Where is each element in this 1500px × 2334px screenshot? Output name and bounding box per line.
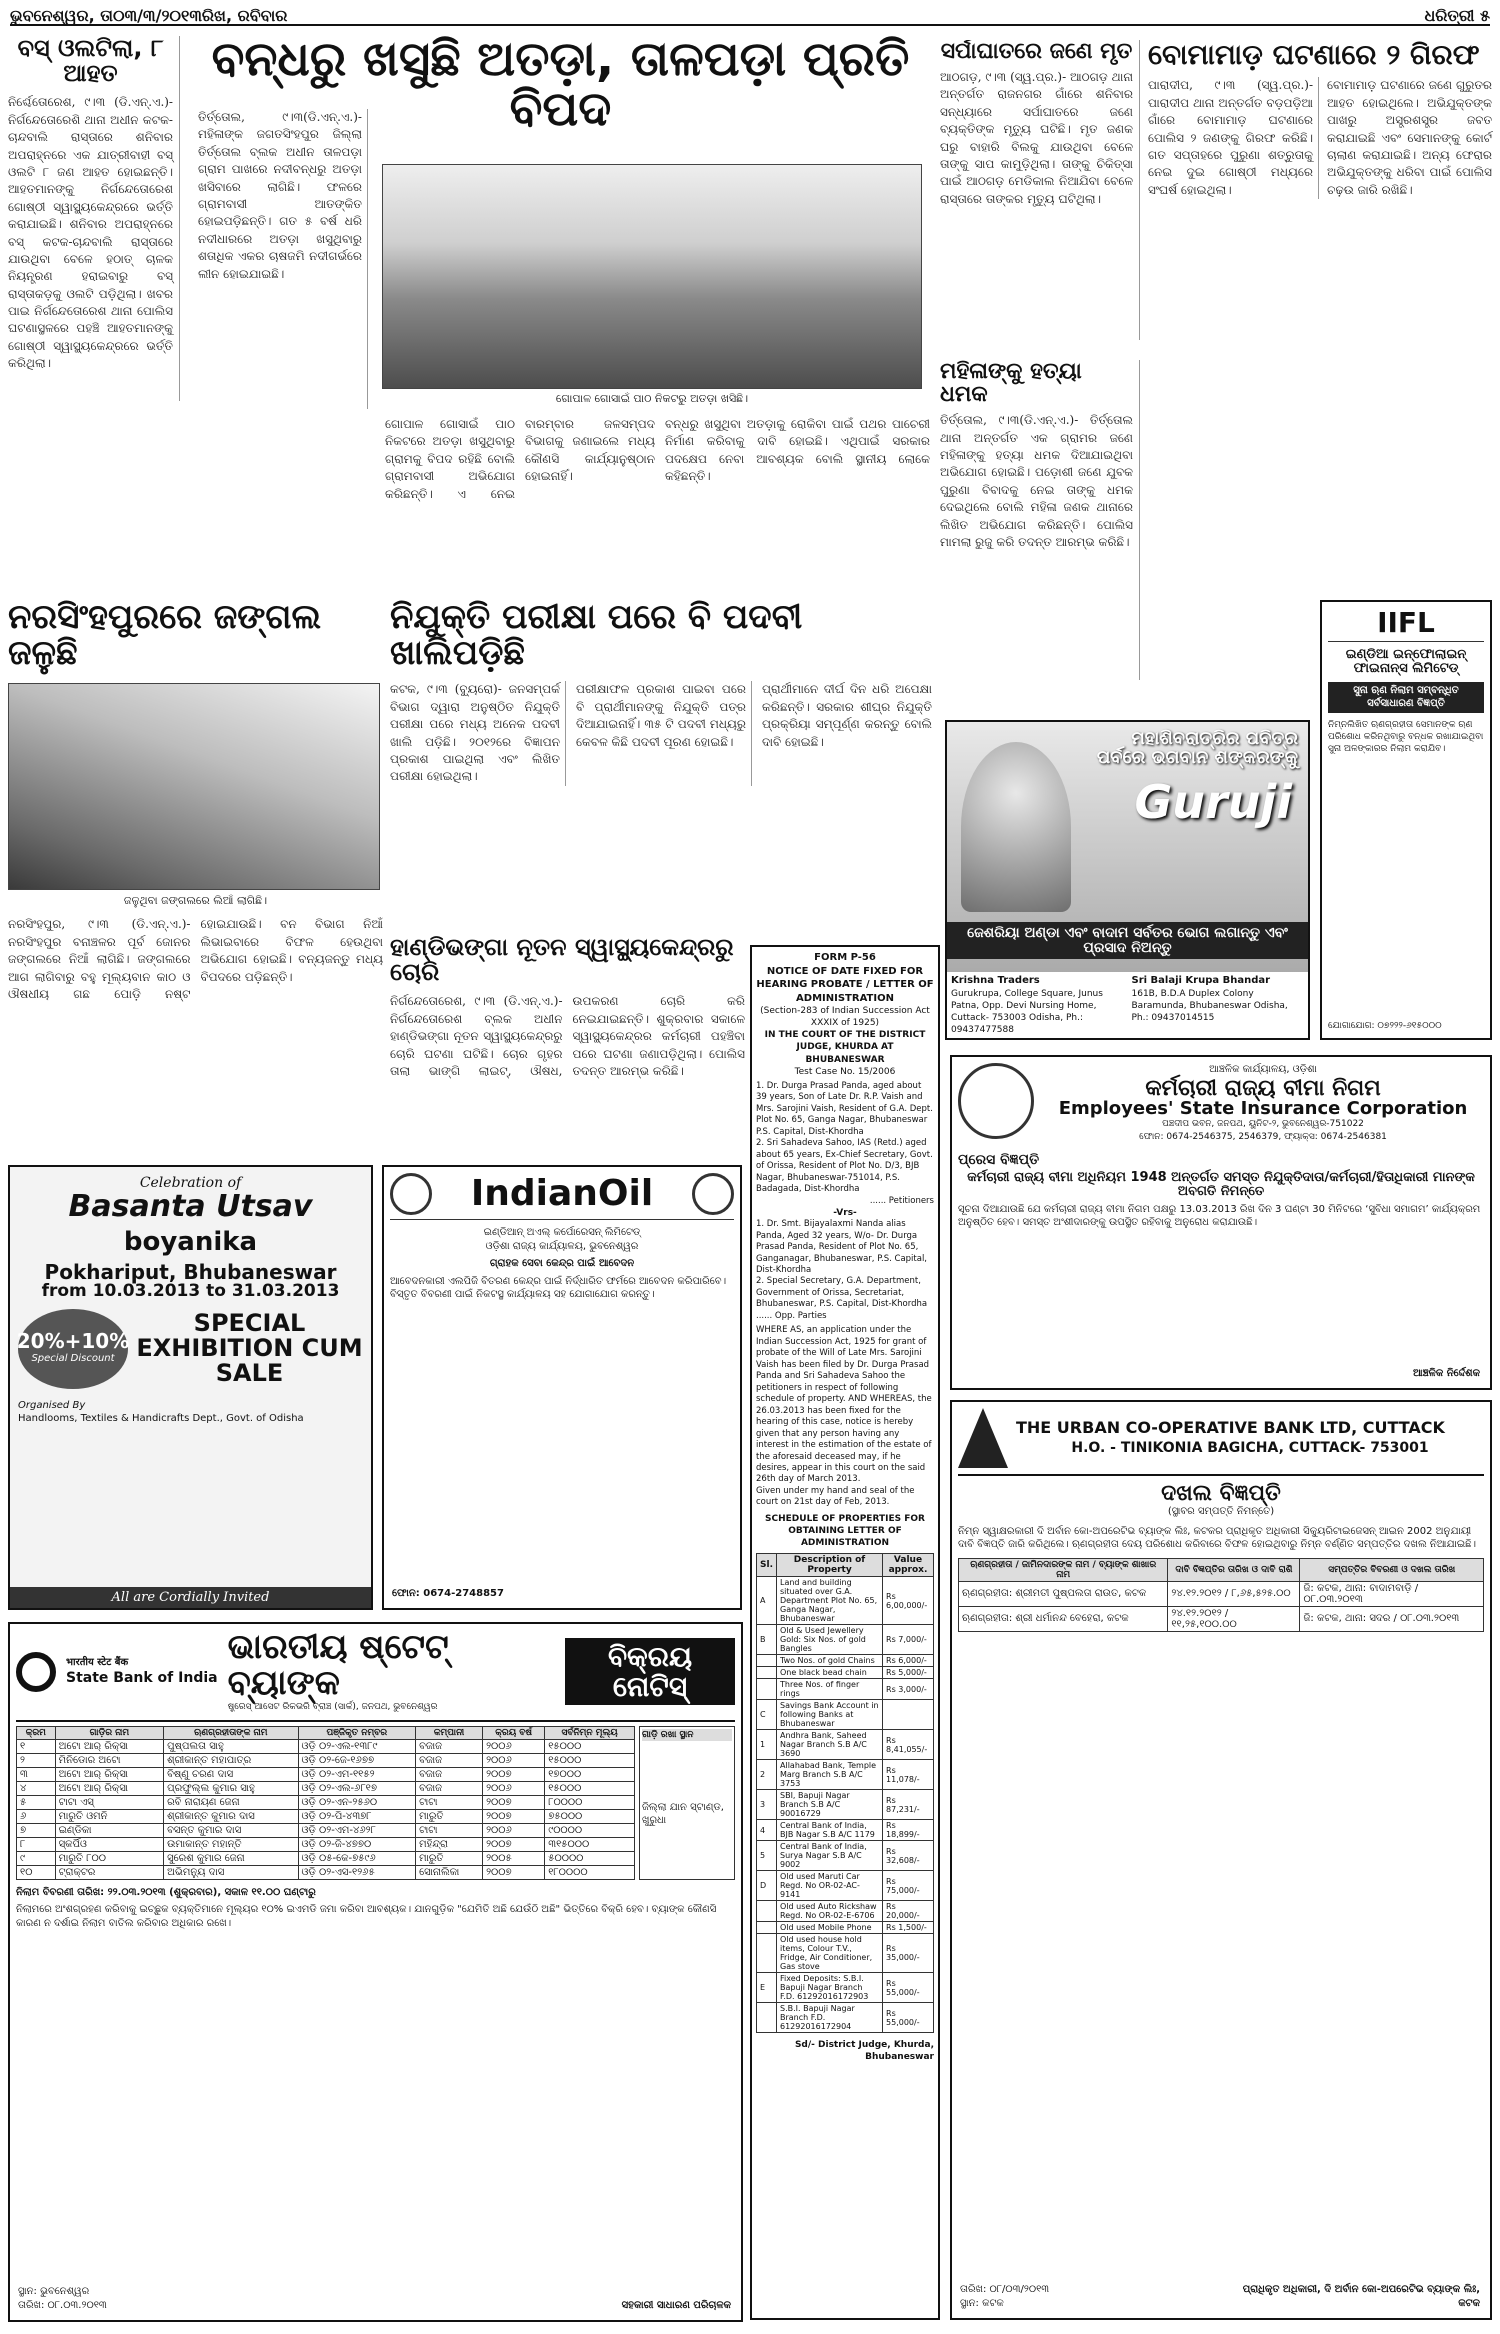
sbi-logo-english: State Bank of India [66,1670,218,1687]
sbi-date: ତାରିଖ: ୦୮.୦୩.୨୦୧୩ [18,2299,107,2311]
story-lead [188,34,933,414]
basanta-title: Basanta Utsav [68,1189,313,1224]
basanta-celebration: Celebration of [139,1175,242,1191]
sbi-table-cell: ସୁରେଶ କୁମାର ଜେନା [164,1851,298,1865]
iifl-subtitle: ସୁନା ଋଣ ନିଲାମ ସମ୍ବନ୍ଧିତ ସର୍ବସାଧାରଣ ବିଜ୍ଞପ୍ତି [1328,682,1484,713]
court-schedule-cell: Rs 20,000/- [883,1901,934,1922]
sbi-table-cell: ମାରୁତି [416,1851,483,1865]
body-bomb-1: ପାରାଦୀପ, ୯।୩ (ସ୍ୱ.ପ୍ର.)- ପାରାଦୀପ ଥାନା ଅନ୍ତର୍ଗତ ବଡ଼ପଡ଼ିଆ ଗାଁରେ ବୋମାମାଡ଼ ଘଟଣାରେ ପୋଲିସ ୨ ଜଣଙ୍କୁ ଗିରଫ କରିଛି। ଗତ ସପ୍ତାହରେ ପୁରୁଣା ଶତ୍ରୁତାକୁ ନେଇ ଦୁଇ ଗୋଷ୍ଠୀ ମଧ୍ୟରେ ସଂଘର୍ଷ ହୋଇଥିଲା। [1148,77,1319,199]
sbi-table-row [17,1781,635,1795]
court-schedule-row [757,1730,934,1760]
caption-riverbank: ଗୋପାଳ ଗୋସାଇଁ ପାଠ ନିକଟରୁ ଅତଡ଼ା ଖସିଛି। [555,392,749,405]
sbi-table-cell: ୩୧୫୦୦୦ [545,1837,635,1851]
headline-bus: ବସ୍ ଓଲଟିଲା, ୮ ଆହତ [17,36,164,88]
court-schedule-cell: 2 [757,1760,777,1790]
sbi-table-cell: ଓଡ଼ି ୦୨-ଏମ-୧୧୫୨ [298,1767,416,1781]
story-snake [940,40,1140,340]
court-petitioner-1: 1. Dr. Durga Prasad Panda, aged about 39 years, Son of Late Dr. R.P. Vaish and Mrs. Sarojini Vaish, Resident of G.A. Dept. Plot No. 65, Ganga Nagar, Bhubaneswar P.S. Capital, Dist-Khordha [756,1080,933,1137]
shop-balaji: Sri Balaji Krupa Bhandar [1131,975,1271,986]
story-exam [390,600,935,900]
sbi-table-cell: ୮୦୦୦୦ [545,1795,635,1809]
sbi-table-cell: ୭ [17,1823,56,1837]
sbi-auction: ନିଲାମ ବିବରଣୀ ତାରିଖ: ୨୨.୦୩.୨୦୧୩ (ଶୁକ୍ରବାର), ସକାଳ ୧୧.୦୦ ଘଣ୍ଟାରୁ [16,1886,316,1898]
sbi-sign: ସହକାରୀ ସାଧାରଣ ପରିଚାଳକ [621,2299,731,2311]
photo-forest [8,683,380,890]
sbi-table-cell: ଓଡ଼ି ୦୨-ଏଲ-୬୮୧୭ [298,1781,416,1795]
court-schedule-cell: 1 [757,1730,777,1760]
sbi-table-cell: ବଜାଜ [416,1739,483,1753]
court-schedule-cell: Rs 5,000/- [883,1667,934,1679]
sbi-table-cell: ଉମାକାନ୍ତ ମହାନ୍ତି [164,1837,298,1851]
court-schedule-cell: Savings Bank Account in following Banks at Bhubaneswar [777,1700,883,1730]
basanta-headline: SPECIAL EXHIBITION CUM SALE [136,1308,363,1388]
court-schedule-cell: Rs 3,000/- [883,1679,934,1700]
esic-phone: ଫୋନ: 0674-2546375, 2546379, ଫ୍ୟାକ୍ସ: 0674-2546381 [1139,1131,1387,1142]
sbi-table-cell: ୨୦୦୭ [483,1809,545,1823]
sbi-table-cell: ୩ [17,1767,56,1781]
caption-forest: ଜଳୁଥିବା ଜଙ୍ଗଲରେ ଲିଆଁ ଲାଗିଛି। [123,894,268,908]
sbi-table-row [17,1795,635,1809]
discount-note: Special Discount [31,1353,115,1365]
court-schedule-cell: Andhra Bank, Saheed Nagar Branch S.B A/C 3690 [777,1730,883,1760]
court-schedule-cell: 5 [757,1841,777,1871]
basanta-brand: boyanika [123,1226,258,1257]
body-woman: ତିର୍ତ୍ତୋଲ, ୯।୩(ଡି.ଏନ୍.ଏ.)- ତିର୍ତ୍ତୋଲ ଥାନା ଅନ୍ତର୍ଗତ ଏକ ଗ୍ରାମର ଜଣେ ମହିଳାଙ୍କୁ ହତ୍ୟା ଧମକ ଦିଆଯାଇଥିବା ଅଭିଯୋଗ ହୋଇଛି। ପଡ଼ୋଶୀ ଜଣେ ଯୁବକ ପୁରୁଣା ବିବାଦକୁ ନେଇ ତାଙ୍କୁ ଧମକ ଦେଇଥିଲେ ବୋଲି ମହିଳା ଜଣକ ଥାନାରେ ଲିଖିତ ଅଭିଯୋଗ କରିଛନ୍ତି। ପୋଲିସ ମାମଲା ରୁଜୁ କରି ତଦନ୍ତ ଆରମ୍ଭ କରିଛି। [940,413,1133,549]
sbi-table-cell: ଇଣ୍ଡିକା [55,1823,164,1837]
indianoil-sub2: ଓଡ଼ିଶା ରାଜ୍ୟ କାର୍ଯ୍ୟାଳୟ, ଭୁବନେଶ୍ୱର [485,1240,639,1252]
sbi-table-cell: ଟ୍ରାକ୍ଟର [55,1865,164,1879]
indianoil-logo-left [390,1173,432,1215]
sbi-table-cell: ଅଟୋ ଆର୍ ରିକ୍ସା [55,1739,164,1753]
indianoil-brand: IndianOil [470,1173,654,1215]
esic-address: ପଞ୍ଚଦୀପ ଭବନ, ଜନପଥ, ୟୁନିଟ-୨, ଭୁବନେଶ୍ୱର-751022 [1162,1119,1364,1130]
headline-forest: ନରସିଂହପୁରରେ ଜଙ୍ଗଲ ଜଳୁଛି [8,600,322,673]
court-schedule-cell: C [757,1700,777,1730]
body-lead-1: ତିର୍ତ୍ତୋଲ, ୯।୩(ଡି.ଏନ୍.ଏ.)- ମହିଳାଙ୍କ ଜଗତସିଂହପୁର ଜିଲ୍ଲା ତିର୍ତ୍ତୋଲ ବ୍ଲକ ଅଧୀନ ତାଳପଡ଼ା ଗ୍ରାମ ପାଖରେ ନଦୀବନ୍ଧରୁ ଅତଡ଼ା ଖସିବାରେ ଲାଗିଛି। ଫଳରେ ଗ୍ରାମବାସୀ ଆତଙ୍କିତ ହୋଇପଡ଼ିଛନ୍ତି। ଗତ ୫ ବର୍ଷ ଧରି ନଦୀଧାରରେ ଅତଡ଼ା ଖସୁଥିବାରୁ ଶତାଧିକ ଏକର ଚାଷଜମି ନଦୀଗର୍ଭରେ ଲୀନ ହୋଇଯାଇଛି। [198,109,368,409]
sbi-table-cell: ଓଡ଼ି ୦୫-କେ-୭୫୯୬ [298,1851,416,1865]
sbi-table-cell: ୨ [17,1753,56,1767]
court-schedule-header: Sl. [757,1554,777,1577]
urban-table-header: ଋଣଗ୍ରହୀତା / ଜାମିନଦାରଙ୍କ ନାମ / ବ୍ୟାଙ୍କ ଶାଖାର ନାମ [959,1558,1168,1581]
urban-ho: H.O. - TINIKONIA BAGICHA, CUTTACK- 753001 [1071,1440,1429,1457]
sbi-table-cell: ୯ [17,1851,56,1865]
sbi-table-cell: ଟାଟା [416,1795,483,1809]
sbi-table-cell: ୧୫୦୦୦ [545,1739,635,1753]
sbi-table-cell: ଟାଟା ଏସ୍ [55,1795,164,1809]
sbi-table-cell: ଅଭିମନ୍ୟୁ ଦାସ [164,1865,298,1879]
urban-date: ତାରିଖ: ୦୮/୦୩/୨୦୧୩ [960,2284,1050,2295]
sbi-table-header: ଋଣଗ୍ରହୀତାଙ୍କ ନାମ [164,1726,298,1739]
sbi-table-cell: ଓଡ଼ି ୦୨-ଜେ-୧୬୭୭ [298,1753,416,1767]
sbi-table-cell: ୧ [17,1739,56,1753]
court-schedule-cell [757,1655,777,1667]
esic-sign: ଆଞ୍ଚଳିକ ନିର୍ଦ୍ଦେଶକ [1412,1367,1480,1379]
sbi-table-cell: ମାରୁତି ୮୦୦ [55,1851,164,1865]
sbi-table-cell: ୬ [17,1809,56,1823]
iifl-title: ଇଣ୍ଡିଆ ଇନ୍ଫୋଲାଇନ୍ ଫାଇନାନ୍ସ ଲିମିଟେଡ୍ [1345,647,1467,677]
court-title: NOTICE OF DATE FIXED FOR HEARING PROBATE / LETTER OF ADMINISTRATION [756,965,934,1004]
sbi-table-cell: ମାରୁତି ଓମନି [55,1809,164,1823]
urban-table-cell: ଜି: କଟକ, ଥାନା: ବାଦାମବାଡ଼ି / ୦୮.୦୩.୨୦୧୩ [1300,1581,1484,1606]
sbi-table-cell: ପୁଷ୍ପଲତା ସାହୁ [164,1739,298,1753]
court-name: IN THE COURT OF THE DISTRICT JUDGE, KHURDA AT BHUBANESWAR [764,1030,926,1065]
sbi-table-cell: ବିଷ୍ଣୁ ଚରଣ ଦାସ [164,1767,298,1781]
masthead-page: ଧରିତ୍ରୀ ୫ [1424,6,1490,25]
iifl-body: ନିମ୍ନଲିଖିତ ଋଣଗ୍ରହୀତା ସେମାନଙ୍କ ଋଣ ପରିଶୋଧ କରିନଥିବାରୁ ବନ୍ଧକ ରଖାଯାଇଥିବା ସୁନା ଅଳଙ୍କାରର ନିଲାମ କରାଯିବ। [1328,719,1484,754]
sbi-vehicle-table [16,1726,635,1880]
court-schedule-cell: Rs 6,00,000/- [883,1577,934,1625]
court-schedule-cell: Rs 32,608/- [883,1841,934,1871]
body-forest: ନରସିଂହପୁର, ୯।୩ (ଡି.ଏନ୍.ଏ.)- ନରସିଂହପୁର ବନାଞ୍ଚଳର ପୂର୍ବ ଜୋନର ଜଙ୍ଗଲରେ ନିଆଁ ଲାଗିଛି। ଜଙ୍ଗଲରେ ଆଗ ଲାଗିବାରୁ ବହୁ ମୂଲ୍ୟବାନ କାଠ ଓ ଔଷଧୀୟ ଗଛ ପୋଡ଼ି ନଷ୍ଟ ହୋଇଯାଉଛି। ବନ ବିଭାଗ ନିଆଁ ଲିଭାଇବାରେ ବିଫଳ ହେଉଥିବା ଅଭିଯୋଗ ହୋଇଛି। ବନ୍ୟଜନ୍ତୁ ମଧ୍ୟ ବିପଦରେ ପଡ଼ିଛନ୍ତି। [8,917,383,1001]
sbi-table-row [17,1739,635,1753]
sbi-table-cell: ଅଟୋ ଆର୍ ରିକ୍ସା [55,1781,164,1795]
guruji-tagline-2: ଜେଶରିୟା ଅଣ୍ଡା ଏବଂ ବାଦାମ ସର୍ବତର ଭୋଗ ଲଗାନ୍ତୁ ଏବଂ ପ୍ରସାଦ ନିଅନ୍ତୁ [947,922,1308,959]
story-bomb [1148,40,1493,580]
body-bomb-2: ବୋମାମାଡ଼ ଘଟଣାରେ ଜଣେ ଗୁରୁତର ଆହତ ହୋଇଥିଲେ। ଅଭିଯୁକ୍ତଙ୍କ ପାଖରୁ ଅସ୍ତ୍ରଶସ୍ତ୍ର ଜବତ କରାଯାଇଛି ଏବଂ ସେମାନଙ୍କୁ କୋର୍ଟ ଚାଲାଣ କରାଯାଇଛି। ଅନ୍ୟ ଫେରାର ଅଭିଯୁକ୍ତଙ୍କୁ ଧରିବା ପାଇଁ ପୋଲିସ ଚଢ଼ଉ ଜାରି ରଖିଛି। [1327,78,1492,197]
esic-dept: ଆଞ୍ଚଳିକ କାର୍ଯ୍ୟାଳୟ, ଓଡ଼ିଶା [1209,1064,1317,1075]
sbi-table-cell: ସୋନାଲିକା [416,1865,483,1879]
court-section: (Section-283 of Indian Succession Act XXXIX of 1925) [760,1006,930,1029]
sbi-table-cell: ୨୦୦୫ [483,1851,545,1865]
court-schedule-header: Description of Property [777,1554,883,1577]
sbi-terms: ନିଲାମରେ ଅଂଶଗ୍ରହଣ କରିବାକୁ ଇଚ୍ଛୁକ ବ୍ୟକ୍ତିମାନେ ମୂଲ୍ୟର ୧୦% ଇଏମଡି ଜମା କରିବା ଆବଶ୍ୟକ। ଯାନଗୁଡ଼ିକ "ଯେମିତି ଅଛି ଯେଉଁଠି ଅଛି" ଭିତ୍ତିରେ ବିକ୍ରି ହେବ। ବ୍ୟାଙ୍କ କୌଣସି କାରଣ ନ ଦର୍ଶାଇ ନିଲାମ ବାତିଲ କରିବାର ଅଧିକାର ରଖେ। [16,1904,717,1929]
headline-bomb: ବୋମାମାଡ଼ ଘଟଣାରେ ୨ ଗିରଫ [1148,40,1480,71]
esic-headline: କର୍ମଚାରୀ ରାଜ୍ୟ ବୀମା ଅଧିନିୟମ 1948 ଅନ୍ତର୍ଗତ ସମସ୍ତ ନିଯୁକ୍ତିଦାତା/କର୍ମଚାରୀ/ହିତାଧିକାରୀ ମାନଙ୍କ ଅବଗତି ନିମନ୍ତେ [967,1170,1475,1200]
court-schedule-cell: D [757,1871,777,1901]
sbi-location-note: ଜିଲ୍ଲା ଯାନ ସ୍ଟାଣ୍ଡ, ଖୁରୁଧା [642,1801,724,1827]
ad-iifl [1320,600,1492,1040]
guruji-tagline-1: ମହାଶିବରାତ୍ରିର ପବିତ୍ର ପର୍ବରେ ଭଗବାନ ଶଙ୍କରଙ୍କୁ [1096,728,1298,768]
court-schedule-cell: Two Nos. of gold Chains [777,1655,883,1667]
sbi-table-cell: ଓଡ଼ି ୦୨-ଏଲ-୧୩୮୯ [298,1739,416,1753]
sbi-table-cell: ୨୦୦୬ [483,1781,545,1795]
sbi-table-cell: ମିନିଡୋର ଅଟୋ [55,1753,164,1767]
sbi-table-cell: ୭୫୦୦୦ [545,1809,635,1823]
court-schedule-cell: B [757,1625,777,1655]
court-opposite-2: 2. Special Secretary, G.A. Department, Government of Orissa, Secretariat, Bhubaneswar, P.S. Capital, Dist-Khordha ...... Opp. Parties [756,1276,928,1321]
sbi-table-cell: ୪ [17,1781,56,1795]
sbi-table-cell: ଅଟୋ ଆର୍ ରିକ୍ସା [55,1767,164,1781]
court-schedule-row [757,1655,934,1667]
urban-table-cell: ଜି: କଟକ, ଥାନା: ସଦର / ୦୮.୦୩.୨୦୧୩ [1300,1606,1484,1631]
court-schedule-cell: Rs 7,000/- [883,1625,934,1655]
sbi-table-cell: ଓଡ଼ି ୦୨-ଏନ-୨୫୬୦ [298,1795,416,1809]
sbi-title: ଭାରତୀୟ ଷ୍ଟେଟ୍ ବ୍ୟାଙ୍କ [227,1627,449,1703]
urban-title: THE URBAN CO-OPERATIVE BANK LTD, CUTTACK [1016,1418,1445,1438]
ad-basanta-utsav [8,1165,373,1610]
urban-table-cell: ୨୪.୧୨.୨୦୧୨ / ୮,୬୫,୫୨୫.୦୦ [1168,1581,1300,1606]
notice-court [750,945,940,2320]
court-petitioners-label: ...... Petitioners [869,1195,934,1206]
iifl-contact: ଯୋଗାଯୋଗ: ୦୭୨୨୨-୬୧୫୦୦୦ [1328,1020,1442,1031]
court-schedule-cell [757,1679,777,1700]
headline-exam: ନିଯୁକ୍ତି ପରୀକ୍ଷା ପରେ ବି ପଦବୀ ଖାଲିପଡ଼ିଛି [390,600,803,673]
sbi-table-cell: ୨୦୦୬ [483,1823,545,1837]
story-forest [8,600,383,1155]
urban-body: ନିମ୍ନ ସ୍ୱାକ୍ଷରକାରୀ ଦି ଅର୍ବାନ କୋ-ଅପରେଟିଭ ବ୍ୟାଙ୍କ ଲିଃ, କଟକର ପ୍ରାଧିକୃତ ଅଧିକାରୀ ସିକ୍ୟୁରିଟାଇଜେସନ୍ ଆଇନ 2002 ଅନୁଯାୟୀ ଦାବି ବିଜ୍ଞପ୍ତି ଜାରି କରିଥିଲେ। ଋଣଗ୍ରହୀତା ଦେୟ ପରିଶୋଧ କରିବାରେ ବିଫଳ ହୋଇଥିବାରୁ ନିମ୍ନ ବର୍ଣ୍ଣିତ ସମ୍ପତ୍ତିର ଦଖଲ ନିଆଯାଇଛି। [958,1525,1477,1551]
court-schedule-cell: Rs 18,899/- [883,1820,934,1841]
sbi-table-cell: ବଜାଜ [416,1753,483,1767]
court-schedule-cell: Old used Auto Rickshaw Regd. No OR-02-E-6706 [777,1901,883,1922]
court-petitioner-2: 2. Sri Sahadeva Sahoo, IAS (Retd.) aged about 65 years, Ex-Chief Secretary, Govt. of Orissa, Resident of Plot No. D/3, BJB Nagar, Bhubaneswar-751014, P.S. Badagada, Dist-Khordha [756,1138,933,1195]
indianoil-contact: ଫୋନ: 0674-2748857 [392,1587,504,1599]
urban-table-cell: ୨୪.୧୨.୨୦୧୨ / ୧୧,୨୫,୧୦୦.୦୦ [1168,1606,1300,1631]
urban-table-header: ଦାବି ବିଜ୍ଞପ୍ତିର ତାରିଖ ଓ ଦାବି ରାଶି [1168,1558,1300,1581]
urban-table-cell: ଋଣଗ୍ରହୀତା: ଶ୍ରୀ ଧର୍ମାନନ୍ଦ ବେହେରା, କଟକ [959,1606,1168,1631]
urban-table-header: ସମ୍ପତ୍ତିର ବିବରଣୀ ଓ ଦଖଲ ତାରିଖ [1300,1558,1484,1581]
sbi-table-row [17,1753,635,1767]
sbi-table-header: ସର୍ବନିମ୍ନ ମୂଲ୍ୟ [545,1726,635,1739]
sbi-table-cell: ୨୦୦୭ [483,1865,545,1879]
sbi-table-cell: ବସନ୍ତ କୁମାର ଦାସ [164,1823,298,1837]
court-schedule-cell: Fixed Deposits: S.B.I. Bapuji Nagar Branch F.D. 61292016172903 [777,1973,883,2003]
court-schedule-row [757,1973,934,2003]
sbi-table-cell: ୧୮୦୦୦୦ [545,1865,635,1879]
court-schedule-cell: Old used Mobile Phone [777,1922,883,1934]
story-woman [940,360,1140,680]
court-schedule-title: SCHEDULE OF PROPERTIES FOR OBTAINING LETTER OF ADMINISTRATION [765,1513,925,1549]
court-schedule-cell: Central Bank of India, Surya Nagar S.B A/C 9002 [777,1841,883,1871]
court-schedule-row [757,1790,934,1820]
body-exam-2: ପରୀକ୍ଷାଫଳ ପ୍ରକାଶ ପାଇବା ପରେ ବି ପ୍ରାର୍ଥୀମାନଙ୍କୁ ନିଯୁକ୍ତି ପତ୍ର ଦିଆଯାଇନାହିଁ। ୩୫ ଟି ପଦବୀ ମଧ୍ୟରୁ କେବଳ କିଛି ପଦବୀ ପୂରଣ ହୋଇଛି। [576,681,752,785]
sbi-table-cell: ଓଡ଼ି ୦୨-ଜି-୪୭୭୦ [298,1837,416,1851]
court-schedule-cell: Rs 1,500/- [883,1922,934,1934]
sbi-table-cell: ୨୦୦୭ [483,1837,545,1851]
court-schedule-cell [757,1667,777,1679]
sbi-table-cell: ୫ [17,1795,56,1809]
sbi-table-cell: ମହିନ୍ଦ୍ରା [416,1837,483,1851]
urban-table-row [959,1581,1484,1606]
court-schedule-cell [757,1922,777,1934]
court-schedule-cell: E [757,1973,777,2003]
sbi-table-cell: ୧୦ [17,1865,56,1879]
court-schedule-row [757,1625,934,1655]
indianoil-title: ଗ୍ରାହକ ସେବା କେନ୍ଦ୍ର ପାଇଁ ଆବେଦନ [489,1258,635,1269]
sbi-table-cell: ୫୦୦୦୦ [545,1851,635,1865]
court-form: FORM P-56 [814,952,876,963]
court-schedule-row [757,1760,934,1790]
esic-title: କର୍ମଚାରୀ ରାଜ୍ୟ ବୀମା ନିଗମ [1145,1075,1381,1101]
sbi-table-header: କ୍ରମ [17,1726,56,1739]
discount-badge [18,1309,128,1389]
indianoil-body: ଆବେଦନକାରୀ ଏଲପିଜି ବିତରଣ କେନ୍ଦ୍ର ପାଇଁ ନିର୍ଦ୍ଧାରିତ ଫର୍ମରେ ଆବେଦନ କରିପାରିବେ। ବିସ୍ତୃତ ବିବରଣୀ ପାଇଁ ନିକଟସ୍ଥ କାର୍ଯ୍ୟାଳୟ ସହ ଯୋଗାଯୋଗ କରନ୍ତୁ। [390,1275,727,1300]
esic-body: ସୂଚନା ଦିଆଯାଉଛି ଯେ କର୍ମଚାରୀ ରାଜ୍ୟ ବୀମା ନିଗମ ପକ୍ଷରୁ 13.03.2013 ରିଖ ଦିନ 3 ଘଣ୍ଟା 30 ମିନିଟରେ ‘ସୁବିଧା ସମାଗମ’ କାର୍ଯ୍ୟକ୍ରମ ଅନୁଷ୍ଠିତ ହେବ। ସମସ୍ତ ଅଂଶୀଦାରଙ୍କୁ ଉପସ୍ଥିତ ରହିବାକୁ ଅନୁରୋଧ କରାଯାଉଛି। [958,1203,1481,1229]
court-schedule-row [757,1922,934,1934]
sbi-table-cell: ବଜାଜ [416,1767,483,1781]
sbi-table-cell: ଓଡ଼ି ୦୨-ଏମ-୪୬୨୮ [298,1823,416,1837]
court-schedule-row [757,1820,934,1841]
sbi-table-header: ପଞ୍ଜିକୃତ ନମ୍ବର [298,1726,416,1739]
court-schedule-cell: Rs 55,000/- [883,1973,934,2003]
court-schedule-cell: Rs 8,41,055/- [883,1730,934,1760]
court-given: Given under my hand and seal of the court on 21st day of Feb, 2013. [756,1485,915,1508]
ad-indianoil [382,1165,742,1610]
sbi-table-cell: ମାରୁତି [416,1809,483,1823]
court-sign: Sd/- District Judge, Khurda, Bhubaneswar [794,2040,934,2063]
court-schedule-row [757,1871,934,1901]
sbi-table-cell: ଟାଟା [416,1823,483,1837]
esic-press: ପ୍ରେସ ବିଜ୍ଞପ୍ତି [958,1151,1040,1168]
sbi-table-cell: ଓଡ଼ି ୦୨-ପି-୪୩୭୮ [298,1809,416,1823]
court-schedule-cell: Central Bank of India, BJB Nagar S.B A/C 1179 [777,1820,883,1841]
sbi-table-row [17,1865,635,1879]
indianoil-sub1: ଇଣ୍ଡିଆନ୍ ଅଏଲ୍ କର୍ପୋରେସନ୍ ଲିମିଟେଡ୍ [483,1227,641,1238]
masthead-date: ଭୁବନେଶ୍ୱର, ତା୦୩/୩/୨୦୧୩ରିଖ, ରବିବାର [10,6,288,25]
urban-notice-sub: (ସ୍ଥାବର ସମ୍ପତ୍ତି ନିମନ୍ତେ) [1167,1506,1275,1518]
court-schedule-cell [883,1700,934,1730]
urban-table [958,1558,1484,1632]
court-schedule-row [757,1667,934,1679]
headline-hospital: ହାଣ୍ଡିଭଙ୍ଗା ନୂତନ ସ୍ୱାସ୍ଥ୍ୟକେନ୍ଦ୍ରରୁ ଚୋରି [390,935,734,987]
court-schedule-cell: Allahabad Bank, Temple Marg Branch S.B A/C 3753 [777,1760,883,1790]
masthead [10,4,1490,26]
sbi-logo-hindi: भारतीय स्टेट बैंक [66,1656,129,1668]
court-schedule-cell: Old used Maruti Car Regd. No OR-02-AC-9141 [777,1871,883,1901]
esic-logo [958,1063,1034,1139]
iifl-logo: IIFL [1328,608,1484,642]
sbi-table-row [17,1809,635,1823]
court-schedule-cell: A [757,1577,777,1625]
sbi-table-cell: ଶ୍ରୀକାନ୍ତ କୁମାର ଦାସ [164,1809,298,1823]
sbi-table-cell: ୮ [17,1837,56,1851]
court-schedule-cell: Old & Used Jewellery Gold: Six Nos. of gold Bangles [777,1625,883,1655]
sbi-table-cell: ଶ୍ରୀକାନ୍ତ ମହାପାତ୍ର [164,1753,298,1767]
sbi-table-cell: ୨୦୦୬ [483,1739,545,1753]
court-schedule-cell: Rs 11,078/- [883,1760,934,1790]
court-schedule-cell: Land and building situated over G.A. Department Plot No. 65, Ganga Nagar, Bhubaneswar [777,1577,883,1625]
sbi-table-cell: ୧୫୦୦୦ [545,1753,635,1767]
sbi-place: ସ୍ଥାନ: ଭୁବନେଶ୍ୱର [18,2286,90,2297]
court-schedule-cell [757,1934,777,1973]
court-schedule-cell: Rs 6,000/- [883,1655,934,1667]
basanta-footer: All are Cordially Invited [10,1587,371,1608]
headline-lead: ବନ୍ଧରୁ ଖସୁଛି ଅତଡ଼ା, ତାଳପଡ଼ା ପ୍ରତି ବିପଦ [211,34,910,138]
ad-urban-coop-bank [950,1400,1492,2320]
sbi-table-cell: ୨୦୦୭ [483,1795,545,1809]
court-schedule-row [757,1577,934,1625]
discount-value: 20%+10% [16,1329,130,1354]
basanta-organised: Organised By [18,1399,86,1411]
sbi-address: ଷ୍ଟ୍ରେସ୍ ଆସେଟ ରିକଭରି ବ୍ରାଞ୍ଚ (ସାର୍କ), ଜନପଥ, ଭୁବନେଶ୍ୱର [227,1702,438,1713]
shiva-image [961,742,1071,912]
sbi-notice: ବିକ୍ରୟ ନୋଟିସ୍ [565,1638,735,1705]
sbi-table-cell: ପ୍ରଫୁଲ୍ଲ କୁମାର ସାହୁ [164,1781,298,1795]
sbi-table-cell: ୧୫୦୦୦ [545,1781,635,1795]
story-hospital [390,935,745,1160]
sbi-table-cell: ଓଡ଼ି ୦୨-ଏସ-୧୨୬୫ [298,1865,416,1879]
court-schedule-cell: S.B.I. Bapuji Nagar Branch F.D. 61292016172904 [777,2003,883,2033]
body-bus: ନିର୍ଶ୍ଚେତୋରେଶ, ୯।୩ (ଡି.ଏନ୍.ଏ.)- ନିର୍ଗନ୍ଦେତୋରେଶି ଥାନା ଅଧୀନ କଟକ-ଚାନ୍ଦବାଲି ରାସ୍ତାରେ ଶନିବାର ଅପରାହ୍ନରେ ଏକ ଯାତ୍ରୀବାହୀ ବସ୍ ଓଲଟି ୮ ଜଣ ଆହତ ହୋଇଛନ୍ତି। ଆହତମାନଙ୍କୁ ନିର୍ଗନ୍ଦେତୋରେଶ ଗୋଷ୍ଠୀ ସ୍ୱାସ୍ଥ୍ୟକେନ୍ଦ୍ରରେ ଭର୍ତ୍ତି କରାଯାଇଛି। ଶନିବାର ଅପରାହ୍ନରେ ବସ୍ କଟକ-ଚାନ୍ଦବାଲି ରାସ୍ତାରେ ଯାଉଥିବା ବେଳେ ହଠାତ୍ ଚାଳକ ନିୟନ୍ତ୍ରଣ ହରାଇବାରୁ ବସ୍ ରାସ୍ତାକଡ଼କୁ ଓଲଟି ପଡ଼ିଥିଲା। ଖବର ପାଇ ନିର୍ଗନ୍ଦେତୋରେଶ ଥାନା ପୋଲିସ ଘଟଣାସ୍ଥଳରେ ପହଞ୍ଚି ଆହତମାନଙ୍କୁ ଗୋଷ୍ଠୀ ସ୍ୱାସ୍ଥ୍ୟକେନ୍ଦ୍ରରେ ଭର୍ତ୍ତି କରିଥିଲା। [8,95,173,371]
story-bus [8,36,180,401]
urban-place: ସ୍ଥାନ: କଟକ [960,2297,1004,2309]
photo-riverbank [382,164,922,389]
sbi-table-row [17,1767,635,1781]
sbi-table-cell: ୧୭୦୦୦ [545,1767,635,1781]
sbi-location-header: ଗାଡ଼ି ରଖା ସ୍ଥାନ [642,1729,732,1741]
esic-english-title: Employees' State Insurance Corporation [1058,1097,1468,1119]
body-exam-3: ପ୍ରାର୍ଥୀମାନେ ଦୀର୍ଘ ଦିନ ଧରି ଅପେକ୍ଷା କରିଛନ୍ତି। ସରକାର ଶୀଘ୍ର ନିଯୁକ୍ତି ପ୍ରକ୍ରିୟା ସମ୍ପୂର୍ଣ୍ଣ କରନ୍ତୁ ବୋଲି ଦାବି ହୋଇଛି। [762,682,932,749]
sbi-table-header: କମ୍ପାନୀ [416,1726,483,1739]
court-vrs: -Vrs- [833,1208,857,1218]
sbi-table-row [17,1851,635,1865]
court-case: Test Case No. 15/2006 [794,1066,896,1077]
sbi-table-row [17,1823,635,1837]
court-schedule-cell: Rs 75,000/- [883,1871,934,1901]
shop-balaji-address: 161B, B.D.A Duplex Colony Baramunda, Bhubaneswar Odisha, Ph.: 09437014515 [1131,988,1288,1023]
body-snake: ଆଠଗଡ଼, ୯।୩ (ସ୍ୱ.ପ୍ର.)- ଆଠଗଡ଼ ଥାନା ଅନ୍ତର୍ଗତ ରାଜନଗର ଗାଁରେ ଶନିବାର ସନ୍ଧ୍ୟାରେ ସର୍ପାଘାତରେ ଜଣେ ବ୍ୟକ୍ତିଙ୍କ ମୃତ୍ୟୁ ଘଟିଛି। ମୃତ ଜଣକ ଘରୁ ବାହାରି ବିଲକୁ ଯାଉଥିବା ବେଳେ ତାଙ୍କୁ ସାପ କାମୁଡ଼ିଥିଲା। ତାଙ୍କୁ ଚିକିତ୍ସା ପାଇଁ ଆଠଗଡ଼ ମେଡିକାଲ ନିଆଯିବା ବେଳେ ରାସ୍ତାରେ ତାଙ୍କର ମୃତ୍ୟୁ ଘଟିଥିଲା। [940,70,1133,206]
court-schedule-row [757,1901,934,1922]
court-schedule-cell: 4 [757,1820,777,1841]
court-schedule-cell: Rs 35,000/- [883,1934,934,1973]
body-exam-1: କଟକ, ୯।୩ (ବ୍ୟୁରୋ)- ଜନସମ୍ପର୍କ ବିଭାଗ ଦ୍ୱାରା ଅନୁଷ୍ଠିତ ନିଯୁକ୍ତି ପରୀକ୍ଷା ପରେ ମଧ୍ୟ ଅନେକ ପଦବୀ ଖାଲି ପଡ଼ିଛି। ୨୦୧୨ରେ ବିଜ୍ଞାପନ ପ୍ରକାଶ ପାଇଥିଲା ଏବଂ ଲିଖିତ ପରୀକ୍ଷା ହୋଇଥିଲା। [390,681,566,785]
shop-krishna: Krishna Traders [951,975,1040,986]
sbi-table-cell: ୨୦୦୭ [483,1767,545,1781]
body-hospital: ନିର୍ଗନ୍ଦେତୋରେଶ, ୯।୩ (ଡି.ଏନ୍.ଏ.)- ନିର୍ଗନ୍ଦେତୋରେଶ ବ୍ଲକ ଅଧୀନ ହାଣ୍ଡିଭଙ୍ଗା ନୂତନ ସ୍ୱାସ୍ଥ୍ୟକେନ୍ଦ୍ରରୁ ଚୋରି ଘଟଣା ଘଟିଛି। ଚୋର ଗୃହର ତାଲା ଭାଙ୍ଗି ଲାଇଟ୍, ଔଷଧ, ଉପକରଣ ଚୋରି କରି ନେଇଯାଇଛନ୍ତି। ଶୁକ୍ରବାର ସକାଳେ ସ୍ୱାସ୍ଥ୍ୟକେନ୍ଦ୍ରର କର୍ମଚାରୀ ପହଞ୍ଚିବା ପରେ ଘଟଣା ଜଣାପଡ଼ିଥିଲା। ପୋଲିସ ତଦନ୍ତ ଆରମ୍ଭ କରିଛି। [390,994,745,1078]
urban-table-row [959,1606,1484,1631]
urban-table-cell: ଋଣଗ୍ରହୀତା: ଶ୍ରୀମତୀ ପୁଷ୍ପଲତା ରାଉତ, କଟକ [959,1581,1168,1606]
sbi-table-cell: ୯୦୦୦୦ [545,1823,635,1837]
sbi-table-cell: ୨୦୦୬ [483,1753,545,1767]
court-schedule-row [757,2003,934,2033]
court-schedule-cell: Rs 55,000/- [883,2003,934,2033]
court-schedule-row [757,1934,934,1973]
indianoil-logo-right [692,1173,734,1215]
basanta-location: Pokhariput, Bhubaneswar [44,1259,337,1284]
court-schedule-cell: Three Nos. of finger rings [777,1679,883,1700]
ad-sbi [8,1622,743,2322]
court-schedule-cell: One black bead chain [777,1667,883,1679]
urban-bank-logo [958,1408,1008,1468]
sbi-table-cell: ରବି ନାରାୟଣ ଜେନା [164,1795,298,1809]
headline-woman: ମହିଳାଙ୍କୁ ହତ୍ୟା ଧମକ [940,360,1082,408]
court-schedule-cell: SBI, Bapuji Nagar Branch S.B A/C 90016729 [777,1790,883,1820]
basanta-dates: from 10.03.2013 to 31.03.2013 [41,1280,340,1301]
sbi-table-cell: ବଜାଜ [416,1781,483,1795]
court-schedule-table [756,1553,934,2033]
sbi-table-header: କ୍ରୟ ବର୍ଷ [483,1726,545,1739]
sbi-table-row [17,1837,635,1851]
court-schedule-row [757,1700,934,1730]
court-schedule-row [757,1679,934,1700]
ad-guruji [945,720,1310,1040]
urban-notice: ଦଖଲ ବିଜ୍ଞପ୍ତି [1161,1481,1281,1506]
guruji-brand: Guruji [1134,774,1292,829]
court-opposite-1: 1. Dr. Smt. Bijayalaxmi Nanda alias Panda, Aged 32 years, W/o- Dr. Durga Prasad Panda, Resident of Plot No. 65, Ganganagar, Bhubaneswar, P.S. Capital, Dist-Khordha [756,1219,928,1276]
sbi-logo-icon [16,1652,56,1692]
body-lead-3: ବନ୍ଧରୁ ଖସୁଥିବା ଅତଡ଼ାକୁ ରୋକିବା ପାଇଁ ପଥର ପାଚେରୀ ନିର୍ମାଣ କରିବାକୁ ଦାବି ହୋଇଛି। ଏଥିପାଇଁ ସରକାର ପଦକ୍ଷେପ ନେବା ଆବଶ୍ୟକ ବୋଲି ସ୍ଥାନୀୟ ଲୋକେ କହିଛନ୍ତି। [665,417,930,484]
court-schedule-cell: 3 [757,1790,777,1820]
sbi-table-header: ଗାଡ଼ିର ନାମ [55,1726,164,1739]
urban-sign: ପ୍ରାଧିକୃତ ଅଧିକାରୀ, ଦି ଅର୍ବାନ କୋ-ଅପରେଟିଭ ବ୍ୟାଙ୍କ ଲିଃ, କଟକ [1242,2284,1480,2309]
court-schedule-header: Value approx. [883,1554,934,1577]
court-schedule-row [757,1841,934,1871]
basanta-dept: Handlooms, Textiles & Handicrafts Dept., Govt. of Odisha [18,1413,304,1425]
body-lead-2: ଗୋପାଳ ଗୋସାଇଁ ପାଠ ନିକଟରେ ଅତଡ଼ା ଖସୁଥିବାରୁ ଗ୍ରାମକୁ ବିପଦ ରହିଛି ବୋଲି ଗ୍ରାମବାସୀ ଅଭିଯୋଗ କରିଛନ୍ତି। ଏ ନେଇ ବାରମ୍ବାର ଜଳସମ୍ପଦ ବିଭାଗକୁ ଜଣାଇଲେ ମଧ୍ୟ କୌଣସି କାର୍ଯ୍ୟାନୁଷ୍ଠାନ ହୋଇନାହିଁ। [385,417,655,501]
ad-esic [950,1055,1492,1390]
court-schedule-cell [757,2003,777,2033]
court-whereas: WHERE AS, an application under the Indian Succession Act, 1925 for grant of probate of the Will of Late Mrs. Sarojini Vaish has been filed by Dr. Durga Prasad Panda and Sri Sahadeva Sahoo the petitioners in respect of following schedule of property. AND WHEREAS, the 26.03.2013 has been fixed for the hearing of this case, notice is hereby given that any person having any interest in the estimation of the estate of the aforesaid deceased may, if he desires, appear in this court on the said 26th day of March 2013. [756,1325,932,1485]
court-schedule-cell: Rs 87,231/- [883,1790,934,1820]
court-schedule-cell: Old used house hold items, Colour T.V., Fridge, Air Conditioner, Gas stove [777,1934,883,1973]
headline-snake: ସର୍ପାଘାତରେ ଜଣେ ମୃତ [940,40,1133,64]
shop-krishna-address: Gurukrupa, College Square, Junus Patna, Opp. Devi Nursing Home, Cuttack- 753003 Odisha, Ph.: 09437477588 [951,988,1103,1035]
sbi-table-cell: ସ୍କର୍ପିଓ [55,1837,164,1851]
court-schedule-cell [757,1901,777,1922]
